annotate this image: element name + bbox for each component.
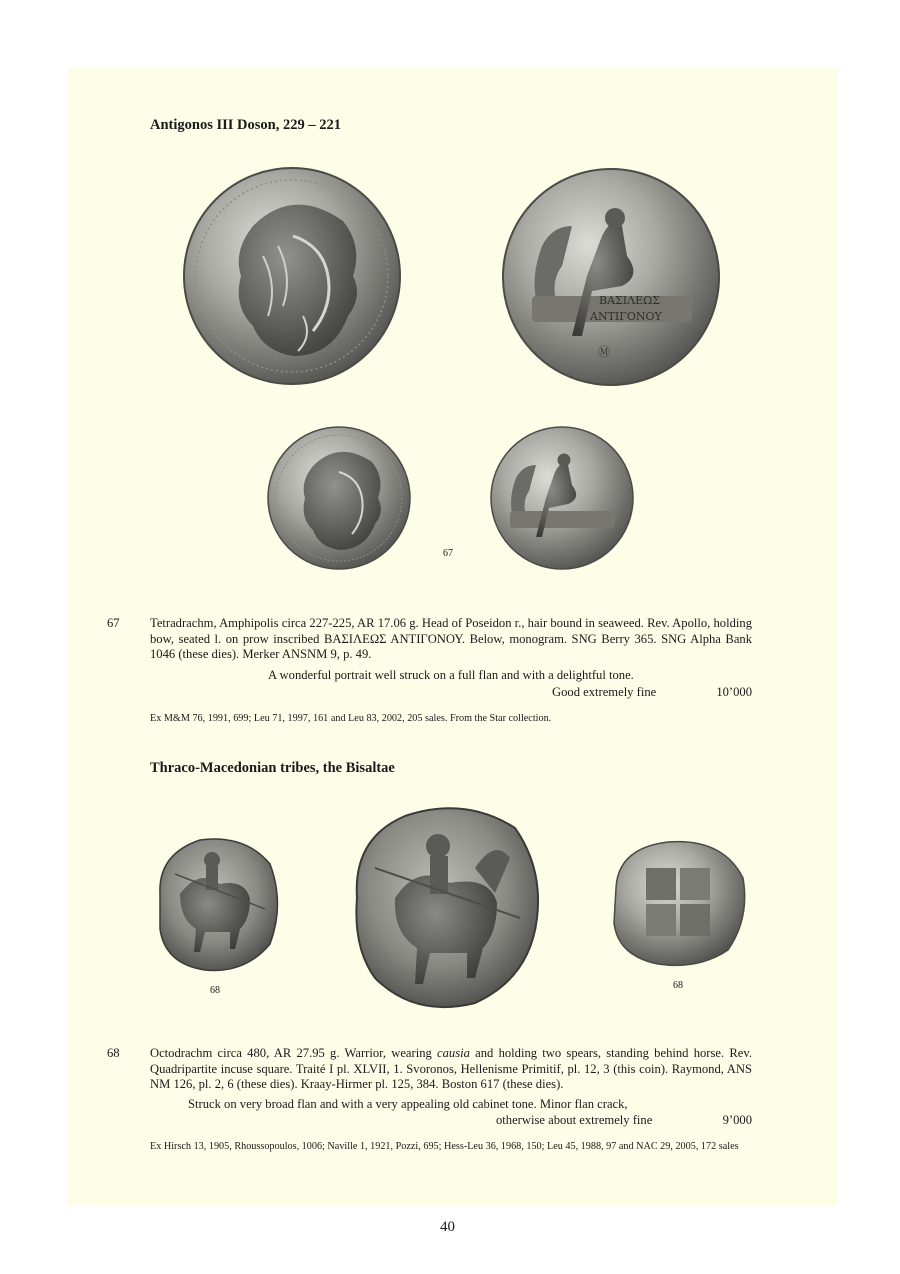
lot-67-description: Tetradrachm, Amphipolis circa 227-225, AR 17.06 g. Head of Poseidon r., hair bound in seaweed. Rev. Apollo, holding bow, seated l. on prow inscribed ΒΑΣΙΛΕΩΣ ΑΝΤΙΓΟΝΟΥ. Below, monogram. SNG Berry 365. SNG Alpha Bank 1046 (these dies). Merker ANSNM 9, p. 49. [150, 616, 752, 662]
coin-67-reverse-large [502, 166, 720, 388]
lot-67-grade: Good extremely fine [552, 685, 657, 699]
lot-68-provenance: Ex Hirsch 13, 1905, Rhoussopoulos, 1006; Naville 1, 1921, Pozzi, 695; Hess-Leu 36, 1968, 150; Leu 45, 1988, 97 and NAC 29, 2005, 172 sales [150, 1141, 739, 1152]
coin-label-68-right: 68 [673, 980, 683, 991]
coin-68-obverse-large [345, 798, 545, 1013]
lot-68-grade: otherwise about extremely fine [496, 1113, 653, 1127]
lot-68-description-italic: causia [437, 1046, 470, 1060]
coin-label-67: 67 [443, 548, 453, 559]
lot-68-description-part1: Octodrachm circa 480, AR 27.95 g. Warrior, wearing [150, 1046, 438, 1060]
page-number: 40 [440, 1219, 455, 1235]
section-heading-antigonos: Antigonos III Doson, 229 – 221 [150, 117, 341, 133]
lot-67-provenance: Ex M&M 76, 1991, 699; Leu 71, 1997, 161 and Leu 83, 2002, 205 sales. From the Star collection. [150, 713, 552, 724]
lot-68-description-part2: and holding two spears, standing behind horse. Rev. Quadripartite incuse square. Traité I pl. XLVII, 1. Svoronos, Hellenisme Primitif, pl. 12, 3 (this coin). Raymond, ANS NM 126, pl. 2, 6 (these dies). Kraay-Hirmer pl. 125, 384. Boston 617 (these dies). [150, 1046, 752, 1092]
lot-number-67: 67 [107, 616, 120, 630]
coin-legend-obverse: ΒΑΣΙΛΕΩΣ [599, 294, 661, 307]
lot-67-estimate: 10’000 [716, 685, 752, 699]
lot-68-estimate: 9’000 [722, 1113, 752, 1127]
coin-67-obverse-small [267, 426, 411, 571]
coin-68-obverse-small [150, 834, 283, 974]
lot-68-remark: Struck on very broad flan and with a very appealing old cabinet tone. Minor flan crack, [188, 1097, 628, 1111]
coin-label-68-left: 68 [210, 985, 220, 996]
coin-legend-reverse: ΑΝΤΙΓΟΝΟΥ [590, 310, 662, 323]
lot-67-remark: A wonderful portrait well struck on a full flan and with a delightful tone. [268, 668, 634, 682]
lot-number-68: 68 [107, 1046, 120, 1060]
coin-68-reverse-incuse [608, 838, 750, 970]
monogram-icon: Ⓜ [598, 345, 611, 359]
section-heading-bisaltae: Thraco-Macedonian tribes, the Bisaltae [150, 760, 395, 776]
coin-67-reverse-small [490, 426, 635, 571]
lot-68-description [150, 1046, 752, 1093]
coin-67-obverse-large [183, 166, 401, 386]
